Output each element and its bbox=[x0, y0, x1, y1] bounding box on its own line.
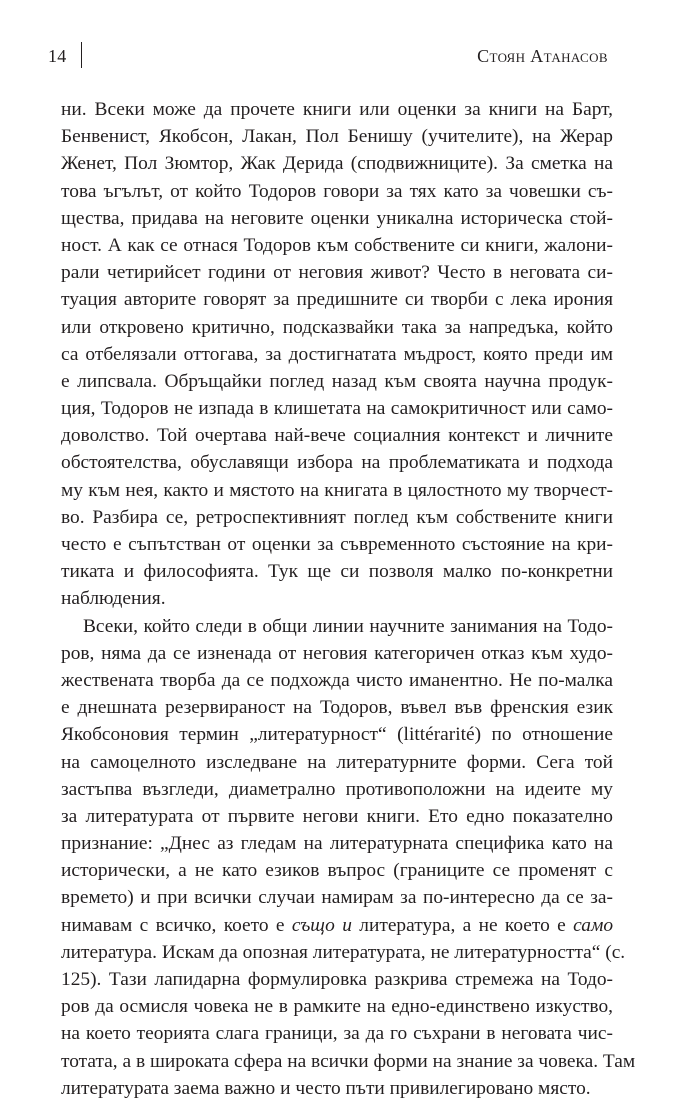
text-line: застъпва възгледи, диаметрално противоположни на идеите му bbox=[61, 778, 613, 800]
body-text bbox=[61, 96, 636, 1102]
text-line: тиката и философията. Тук ще си позволя малко по-конкретни bbox=[61, 561, 613, 583]
paragraph-1 bbox=[61, 96, 613, 613]
text-line: исторически, а не като езиков въпрос (границите се променят с bbox=[61, 860, 613, 882]
text-line: ност. А как се отнася Тодоров към собствените си книги, жалони- bbox=[61, 234, 613, 256]
text-line: Женет, Пол Зюмтор, Жак Дерида (сподвижниците). За сметка на bbox=[61, 153, 613, 175]
text-line: са отбелязали оттогава, за достигнатата мъдрост, която преди им bbox=[61, 343, 613, 365]
text-line: е днешната резервираност на Тодоров, въвел във френския език bbox=[61, 697, 613, 719]
text-line: ни. Всеки може да прочете книги или оценки за книги на Барт, bbox=[61, 99, 613, 120]
text-line: му към нея, както и мястото на книгата в цялостното му творчест- bbox=[61, 479, 613, 501]
text-line: Всеки, който следи в общи линии научните занимания на Тодо- bbox=[83, 615, 613, 637]
text-line: на което теорията слага граници, за да го съхрани в неговата чис- bbox=[61, 1023, 613, 1045]
text-line: литературата заема важно и често пъти привилегировано място. bbox=[61, 1077, 591, 1099]
text-line: е липсвала. Обръщайки поглед назад към своята научна продук- bbox=[61, 370, 613, 392]
text-line-with-italics bbox=[61, 912, 613, 939]
text-line: литература. Искам да опозная литературата, не литературността“ (с. bbox=[61, 941, 626, 963]
text-line: туация авторите говорят за предишните си творби с лека ирония bbox=[61, 289, 613, 311]
text-line: щества, придава на неговите оценки уникална историческа стой- bbox=[61, 207, 613, 229]
text-line: Бенвенист, Якобсон, Лакан, Пол Бенишу (учителите), на Жерар bbox=[61, 126, 613, 148]
text-run: литература, а не което е bbox=[351, 914, 574, 936]
text-line: често е съпътстван от оценки за съвременното състояние на кри- bbox=[61, 534, 613, 555]
text-line: на самоцелното изследване на литературните форми. Сега той bbox=[61, 751, 613, 773]
text-line: жествената творба да се подхожда чисто иманентно. Не по-малка bbox=[61, 669, 613, 691]
text-line: признание: „Днес аз гледам на литературната специфика като на bbox=[61, 833, 613, 855]
text-line: за литературата от първите негови книги. Ето едно показателно bbox=[61, 805, 613, 827]
text-line: ров да осмисля човека не в рамките на едно-единствено изкуство, bbox=[61, 996, 613, 1018]
header-divider bbox=[81, 42, 82, 68]
text-line: доволство. Той очертава най-вече социалния контекст и личните bbox=[61, 425, 613, 447]
text-line: ров, няма да се изненада от неговия категоричен отказ към худо- bbox=[61, 642, 613, 664]
text-run: нимавам с всичко, което е bbox=[61, 914, 292, 936]
text-line: во. Разбира се, ретроспективният поглед към собствените книги bbox=[61, 506, 613, 528]
running-head-author: Стоян Атанасов bbox=[477, 46, 608, 66]
text-line: наблюдения. bbox=[61, 588, 166, 610]
text-line: тотата, а в широката сфера на всички форми на знание за човека. Там bbox=[61, 1050, 636, 1072]
page-header bbox=[48, 40, 608, 70]
paragraph-2 bbox=[61, 613, 636, 1102]
text-line: Якобсоновия термин „литературност“ (littérarité) по отношение bbox=[61, 724, 613, 746]
italic-emphasis: само bbox=[573, 914, 614, 936]
text-line: времето) и при всички случаи намирам за по-интересно да се за- bbox=[61, 887, 613, 909]
italic-emphasis: също и bbox=[291, 914, 352, 936]
text-line: това ъгълът, от който Тодоров говори за тях като за човешки съ- bbox=[61, 180, 613, 202]
text-line: рали четирийсет години от неговия живот? Често в неговата си- bbox=[61, 262, 613, 284]
text-line: обстоятелства, обуславящи избора на проблематиката и подхода bbox=[61, 452, 613, 474]
text-line: или откровено критично, подсказвайки така за напредъка, който bbox=[61, 316, 613, 338]
page-number: 14 bbox=[48, 46, 67, 66]
text-line: ция, Тодоров не изпада в клишетата на самокритичност или само- bbox=[61, 398, 613, 420]
text-line: 125). Тази лапидарна формулировка разкрива стремежа на Тодо- bbox=[61, 969, 613, 990]
